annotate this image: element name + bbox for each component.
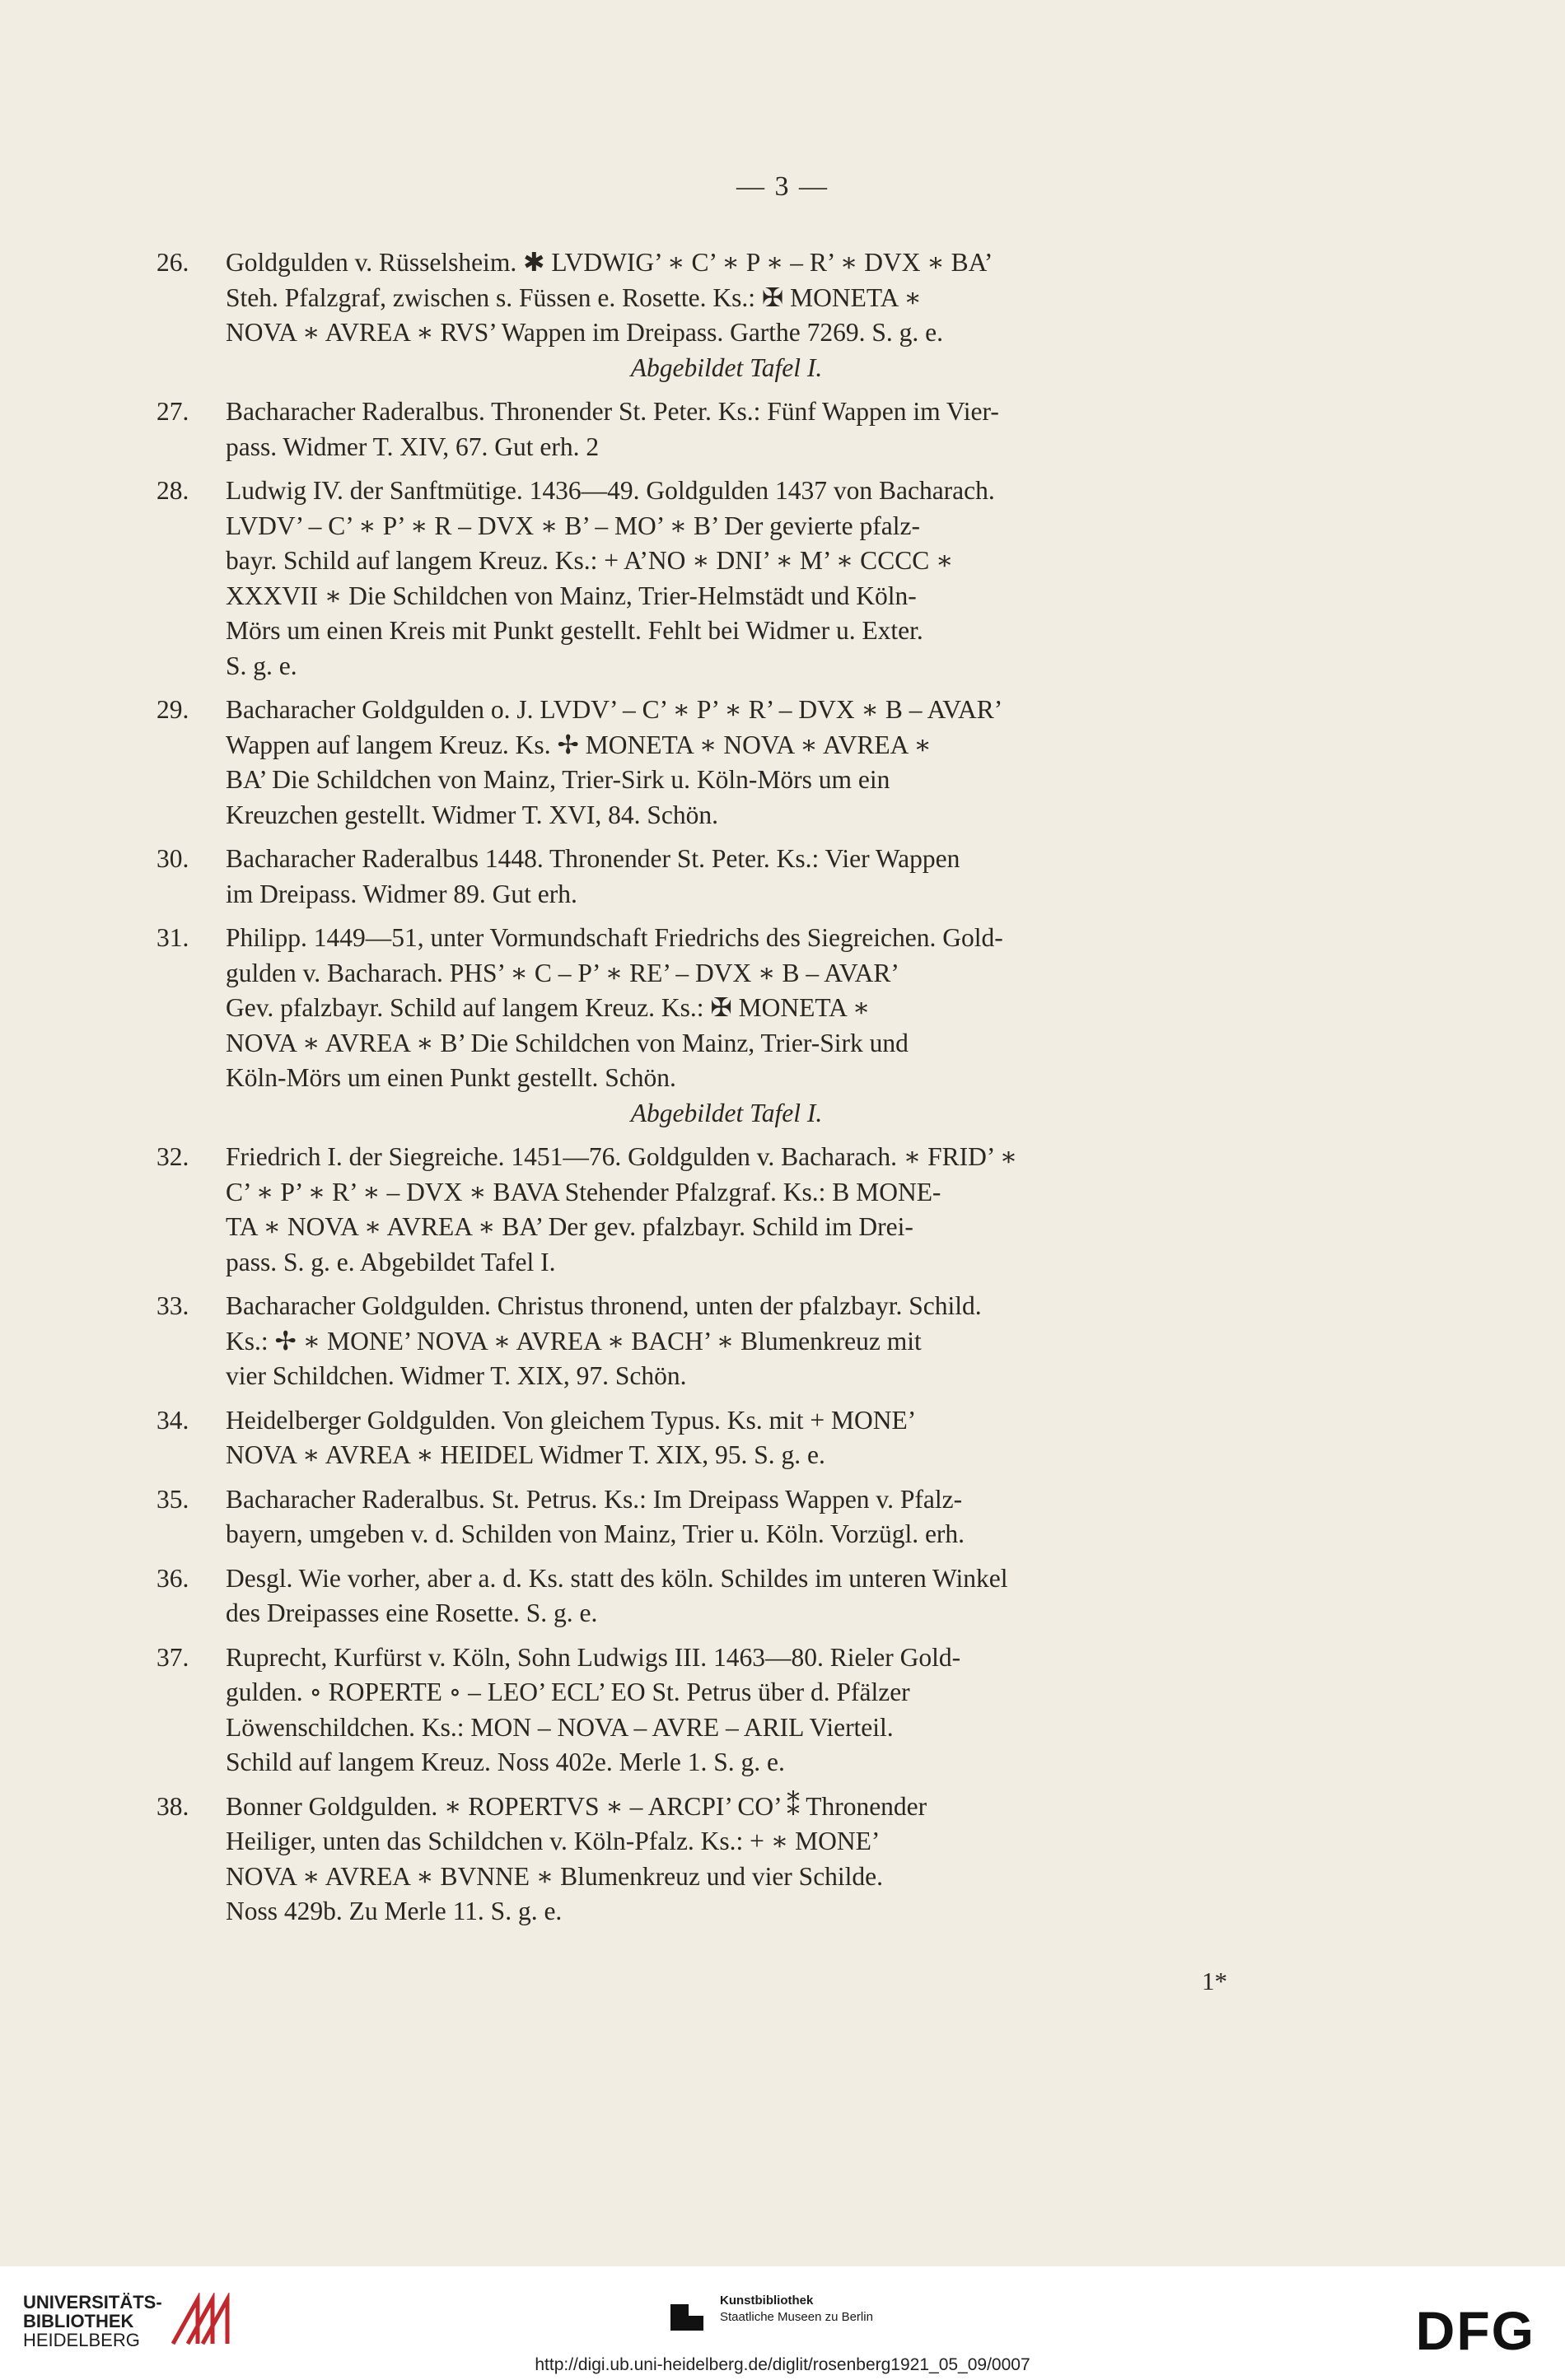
entry-line: Bacharacher Raderalbus 1448. Thronender St. Peter. Ks.: Vier Wappen	[226, 844, 960, 873]
entry-line: Bacharacher Raderalbus. Thronender St. Peter. Ks.: Fünf Wappen im Vier-	[226, 397, 999, 426]
entry-line: Philipp. 1449—51, unter Vormundschaft Friedrichs des Siegreichen. Gold-	[226, 923, 1003, 952]
ub-logo-icon	[165, 2293, 239, 2352]
entry-line: Bacharacher Raderalbus. St. Petrus. Ks.: Im Dreipass Wappen v. Pfalz-	[226, 1484, 963, 1514]
entry-number: 32.	[156, 1142, 189, 1171]
entry-line: NOVA ∗ AVREA ∗ RVS’ Wappen im Dreipass. Garthe 7269. S. g. e.	[226, 318, 944, 347]
entry-number: 31.	[156, 923, 189, 952]
entry-line: gulden v. Bacharach. PHS’ ∗ C – P’ ∗ RE’ – DVX ∗ B – AVAR’	[226, 958, 899, 987]
entry-line: Steh. Pfalzgraf, zwischen s. Füssen e. Rosette. Ks.: ✠ MONETA ∗	[226, 282, 922, 312]
entry-line: TA ∗ NOVA ∗ AVREA ∗ BA’ Der gev. pfalzbayr. Schild im Drei-	[226, 1212, 913, 1241]
source-url-link[interactable]: http://digi.ub.uni-heidelberg.de/diglit/rosenberg1921_05_09/0007	[535, 2355, 1030, 2374]
entry-line: C’ ∗ P’ ∗ R’ ∗ – DVX ∗ BAVA Stehender Pfalzgraf. Ks.: B MONE-	[226, 1177, 941, 1206]
entry-line: im Dreipass. Widmer 89. Gut erh.	[226, 879, 577, 908]
entry-line: Gev. pfalzbayr. Schild auf langem Kreuz. Ks.: ✠ MONETA ∗	[226, 993, 871, 1022]
catalogue-entry	[156, 693, 1227, 833]
ub-logo-text: UNIVERSITÄTS- BIBLIOTHEK HEIDELBERG	[23, 2292, 162, 2350]
entry-line: NOVA ∗ AVREA ∗ BVNNE ∗ Blumenkreuz und vier Schilde.	[226, 1861, 884, 1891]
catalogue-entry	[156, 1482, 1227, 1552]
entry-line: Schild auf langem Kreuz. Noss 402e. Merle 1. S. g. e.	[226, 1748, 785, 1776]
entry-line: Wappen auf langem Kreuz. Ks. ✢ MONETA ∗ NOVA ∗ AVREA ∗	[226, 730, 932, 759]
kunstbibliothek-icon	[667, 2301, 708, 2334]
catalogue-entry	[156, 1640, 1227, 1780]
entry-line: Friedrich I. der Siegreiche. 1451—76. Goldgulden v. Bacharach. ∗ FRID’ ∗	[226, 1142, 1018, 1171]
catalogue-entry	[156, 1289, 1227, 1394]
entry-line: Noss 429b. Zu Merle 11. S. g. e.	[226, 1897, 563, 1925]
entry-line: Mörs um einen Kreis mit Punkt gestellt. Fehlt bei Widmer u. Exter.	[226, 616, 923, 645]
entry-number: 37.	[156, 1642, 189, 1672]
entry-line: Goldgulden v. Rüsselsheim. ✱ LVDWIG’ ∗ C’ ∗ P ∗ – R’ ∗ DVX ∗ BA’	[226, 248, 993, 277]
entry-line: Köln-Mörs um einen Punkt gestellt. Schön.	[226, 1063, 676, 1092]
entry-line: Bacharacher Goldgulden o. J. LVDV’ – C’ ∗ P’ ∗ R’ – DVX ∗ B – AVAR’	[226, 695, 1003, 724]
entry-line: Desgl. Wie vorher, aber a. d. Ks. statt des köln. Schildes im unteren Winkel	[226, 1563, 1008, 1593]
entry-line: Heidelberger Goldgulden. Von gleichem Typus. Ks. mit + MONE’	[226, 1405, 917, 1435]
entry-number: 38.	[156, 1791, 189, 1821]
catalogue-entry	[156, 1403, 1227, 1473]
entry-plate-reference: Abgebildet Tafel I.	[630, 352, 823, 382]
entry-number: 26.	[156, 248, 189, 277]
ub-heidelberg-logo[interactable]	[23, 2293, 237, 2350]
entry-number: 34.	[156, 1405, 189, 1435]
entry-number: 30.	[156, 844, 189, 873]
entry-line: NOVA ∗ AVREA ∗ HEIDEL Widmer T. XIX, 95. S. g. e.	[226, 1440, 825, 1469]
entry-line: bayern, umgeben v. d. Schilden von Mainz, Trier u. Köln. Vorzügl. erh.	[226, 1519, 965, 1548]
catalogue-entry	[156, 245, 1227, 385]
kunstbibliothek-logo[interactable]	[667, 2293, 939, 2342]
entry-line: Löwenschildchen. Ks.: MON – NOVA – AVRE – ARIL Vierteil.	[226, 1712, 894, 1742]
entry-line: Ludwig IV. der Sanftmütige. 1436—49. Goldgulden 1437 von Bacharach.	[226, 476, 995, 505]
entry-line: NOVA ∗ AVREA ∗ B’ Die Schildchen von Mainz, Trier-Sirk und	[226, 1028, 909, 1057]
entry-number: 36.	[156, 1563, 189, 1593]
entry-line: pass. Widmer T. XIV, 67. Gut erh. 2	[226, 432, 600, 461]
entry-line: Bacharacher Goldgulden. Christus thronend, unten der pfalzbayr. Schild.	[226, 1291, 982, 1320]
entry-line: des Dreipasses eine Rosette. S. g. e.	[226, 1598, 598, 1627]
catalogue-entries	[156, 245, 1227, 1939]
kunstbibliothek-text: Kunstbibliothek Staatliche Museen zu Berlin	[720, 2294, 873, 2324]
entry-line: BA’ Die Schildchen von Mainz, Trier-Sirk u. Köln-Mörs um ein	[226, 765, 890, 794]
entry-line: Kreuzchen gestellt. Widmer T. XVI, 84. Schön.	[226, 800, 718, 829]
entry-line: Bonner Goldgulden. ∗ ROPERTVS ∗ – ARCPI’ CO’ ⁑ Thronender	[226, 1791, 927, 1821]
entry-line: gulden. ∘ ROPERTE ∘ – LEO’ ECL’ EO St. Petrus über d. Pfälzer	[226, 1678, 910, 1706]
catalogue-entry	[156, 921, 1227, 1131]
catalogue-entry	[156, 394, 1227, 464]
entry-number: 29.	[156, 695, 189, 724]
page-number: — 3 —	[736, 171, 829, 202]
entry-plate-reference: Abgebildet Tafel I.	[630, 1098, 823, 1127]
catalogue-entry	[156, 474, 1227, 684]
entry-line: S. g. e.	[226, 651, 297, 680]
entry-line: LVDV’ – C’ ∗ P’ ∗ R – DVX ∗ B’ – MO’ ∗ B’ Der gevierte pfalz-	[226, 511, 920, 540]
entry-line: Heiliger, unten das Schildchen v. Köln-Pfalz. Ks.: + ∗ MONE’	[226, 1827, 881, 1855]
dfg-logo[interactable]: DFG	[1415, 2300, 1535, 2361]
signature-mark: 1*	[1202, 1967, 1227, 1995]
entry-number: 35.	[156, 1484, 189, 1514]
entry-number: 27.	[156, 397, 189, 426]
entry-line: XXXVII ∗ Die Schildchen von Mainz, Trier-Helmstädt und Köln-	[226, 581, 917, 610]
entry-line: bayr. Schild auf langem Kreuz. Ks.: + A’NO ∗ DNI’ ∗ M’ ∗ CCCC ∗	[226, 546, 954, 575]
catalogue-entry	[156, 1140, 1227, 1280]
entry-line: pass. S. g. e. Abgebildet Tafel I.	[226, 1247, 556, 1276]
entry-line: vier Schildchen. Widmer T. XIX, 97. Schön.	[226, 1361, 687, 1390]
entry-number: 28.	[156, 476, 189, 505]
entry-line: Ks.: ✢ ∗ MONE’ NOVA ∗ AVREA ∗ BACH’ ∗ Blumenkreuz mit	[226, 1326, 922, 1356]
entry-line: Ruprecht, Kurfürst v. Köln, Sohn Ludwigs III. 1463—80. Rieler Gold-	[226, 1642, 961, 1672]
catalogue-entry	[156, 1790, 1227, 1930]
catalogue-entry	[156, 842, 1227, 912]
viewer-footer	[0, 2266, 1565, 2380]
catalogue-entry	[156, 1561, 1227, 1631]
entry-number: 33.	[156, 1291, 189, 1320]
